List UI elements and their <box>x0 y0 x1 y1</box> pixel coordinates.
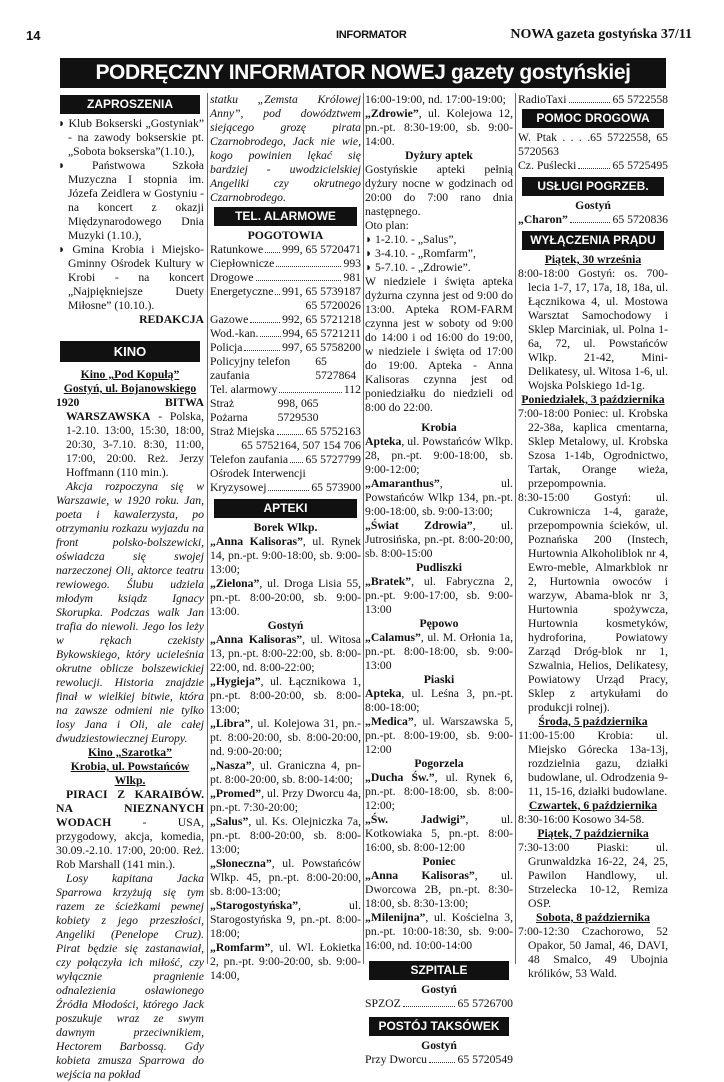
pharmacy-name: „Romfarm” <box>210 941 271 954</box>
dot-leader <box>276 257 341 267</box>
pharmacy-entry <box>210 535 361 577</box>
pharmacy-name: „Bratek” <box>365 575 412 588</box>
section-head-szpitale: SZPITALE <box>369 961 509 980</box>
cinema-address: Gostyń, ul. Bojanowskiego <box>63 382 197 395</box>
pharmacy-entry <box>210 815 361 857</box>
pharmacy-name: „Promed” <box>210 787 262 800</box>
pharmacy-name: „Medica” <box>365 715 414 728</box>
line-label: Energetyczne <box>210 285 274 298</box>
city-head: Gostyń <box>267 619 304 632</box>
pharmacy-entry <box>210 759 361 787</box>
pharmacy-entry <box>365 477 513 519</box>
pharmacy-hours: , ul. Rynek 6, pn.-pt. 8:00-18:00, sb. 8:00-12:00; <box>365 771 513 812</box>
city-head: Piaski <box>423 673 455 686</box>
line-value: 998, 065 5729530 <box>277 397 319 424</box>
dot-leader <box>244 341 280 351</box>
dotted-line: RadioTaxi 65 5722558 <box>518 93 668 106</box>
pharmacy-entry <box>210 577 361 619</box>
pharmacy-name: „Nasza” <box>210 759 252 772</box>
dotted-line <box>210 425 361 439</box>
issue-label: NOWA gazeta gostyńska 37/11 <box>510 27 692 42</box>
list-item: ◗ Gmina Krobia i Miejsko-Gminny Ośrodek Kultury w Krobi - na koncert „Najpiękniejsze Duety Miłosne” (10.10.). <box>58 243 205 312</box>
subsection-head: POGOTOWIA <box>247 229 324 242</box>
page-header <box>18 28 706 46</box>
column-divider <box>515 93 516 964</box>
column-1 <box>56 93 205 1081</box>
line-value: 65 5752164, 507 154 706 <box>241 439 361 452</box>
section-head-zaproszenia: ZAPROSZENIA <box>60 95 200 114</box>
dotted-line: Cz. Puślecki 65 5725495 <box>518 159 668 172</box>
dot-leader <box>279 383 342 393</box>
section-name: INFORMATOR <box>336 29 407 41</box>
dot-leader <box>256 271 342 281</box>
pharmacy-entry <box>210 633 361 675</box>
list-item: ◗ Państwowa Szkoła Muzyczna I stopnia im. Józefa Zeidlera w Gostyniu - na koncert z okazji Międzynarodowego Dnia Muzyki (1.10.), <box>58 159 204 242</box>
pharmacy-entry <box>210 857 361 899</box>
pharmacy-entry <box>210 675 361 717</box>
dotted-line <box>210 327 361 341</box>
line-label: Wod.-kan. <box>210 327 259 340</box>
line-value: 992, 65 5721218 <box>282 313 361 326</box>
alarm-list <box>210 243 361 495</box>
pharmacy-hours: , ul. Fabryczna 2, pn.-pt. 9:00-17:00, sb. 9:00-13:00 <box>365 575 513 616</box>
pharmacy-list <box>365 687 513 757</box>
pharmacy-hours: , ul. Rynek 14, pn.-pt. 9:00-18:00, sb. 9:00-13:00; <box>210 535 361 576</box>
pharmacy-entry <box>365 435 513 477</box>
film-description: Akcja rozpoczyna się w Warszawie, w 1920 roku. Jan, poeta i kawalerzysta, po otrzymaniu rozkazu wyjazdu na front polsko-bolszewicki, oświadcza się swojej narzeczonej Oli, aktorce teatru rewiowego. Ślubu udziela młodym ksiądz Ignacy Skorupka. Podczas walk Jan trafia do niewoli. Jego los leży w rękach czekisty Bykowskiego, który ucieleśnia okrutne oblicze bolszewickiej rewolucji. Historia znajdzie finał w wielkiej bitwie, która na zawsze odmieni nie tylko losy Jana i Oli, ale całej dwudziestowiecznej Europy. <box>56 480 204 745</box>
pharmacy-name: „Ducha Św.” <box>365 771 435 784</box>
line-label: Straż Miejska <box>210 425 275 438</box>
plan-label: Oto plan: <box>365 219 409 232</box>
pharmacy-entry <box>365 519 513 561</box>
outage-day: Piątek, 30 września <box>544 253 642 266</box>
pharmacy-entry <box>365 911 513 953</box>
pharmacy-name: „Anna Kalisoras” <box>365 869 475 882</box>
city-head: Gostyń <box>421 983 457 996</box>
sunday-text: W niedziele i święta apteka dyżurna czynna jest od 9:00 do 13:00. Apteka ROM-FARM czynna jest w soboty od 9:00 do 14:00 i od 16:00 do 19:00, w niedziele i święta od 17:00 do 19:00. Apteka - Anna Kalisoras czynna jest od poniedziałku do niedzieli od 8:00 do 22:00. <box>365 275 513 414</box>
column-divider <box>363 93 364 964</box>
pharmacy-name: „Świat Zdrowia” <box>365 519 473 532</box>
city-head: Pudliszki <box>415 561 463 574</box>
film-entry: 1920 BITWA WARSZAWSKA - Polska, 1-2.10. 13:00, 15:30, 18:00, 20:30, 3-7.10. 8:30, 11:00, 17:00, 20:00. Reż. Jerzy Hoffmann (110 min.). <box>56 396 205 479</box>
pharmacy-name: „Anna Kalisoras” <box>210 535 303 548</box>
pharmacy-name: „Słoneczna” <box>210 857 272 870</box>
city-head: Gostyń <box>421 1039 457 1052</box>
pharmacy-entry <box>210 787 361 815</box>
dotted-line: „Charon” 65 5720836 <box>518 213 668 226</box>
pharmacy-name: Apteka <box>365 435 402 448</box>
line-value: 65 5720026 <box>305 299 361 312</box>
pharmacy-hours: , ul. Leśna 3, pn.-pt. 8:00-18:00; <box>365 687 513 714</box>
outage-day: Piątek, 7 października <box>537 827 649 840</box>
pharmacy-list <box>365 771 513 855</box>
pharmacy-entry: „Zdrowie”, ul. Kolejowa 12, pn.-pt. 8:30-19:00, sb. 9:00-14:00. <box>365 107 513 148</box>
dotted-line <box>210 271 361 285</box>
city-head: Poniec <box>422 855 456 868</box>
pharmacy-hours: , ul. Powstańców Wlkp. 28, pn.-pt. 9:00-18:00, sb. 9:00-12:00; <box>365 435 513 476</box>
pharmacy-hours: , ul. Kolejowa 31, pn.-pt. 8:00-20:00, sb. 8:00-20:00, nd. 9:00-20:00; <box>210 717 361 758</box>
line-label: Straż Pożarna <box>210 397 248 424</box>
dotted-line <box>210 313 361 327</box>
pharmacy-hours: , ul. Powstańców Wlkp. 45, pn.-pt. 8:00-20:00, sb. 8:00-13:00; <box>210 857 361 898</box>
dot-leader <box>275 285 280 295</box>
line-label: Policyjny telefon zaufania <box>210 355 291 382</box>
line-value: 65 5727864 <box>315 355 357 382</box>
outage-day: Środa, 5 października <box>538 715 648 728</box>
outage-entry: 7:30-13:00 Piaski: ul. Grunwaldzka 16-22, 24, 25, Pawilon Handlowy, ul. Strzelecka 10-12, Remiza OSP. <box>518 841 668 910</box>
section-head-drogowa: POMOC DROGOWA <box>522 109 664 128</box>
pharmacy-list <box>365 631 513 673</box>
section-head-alarmowe: TEL. ALARMOWE <box>214 207 357 226</box>
pharmacy-entry <box>365 631 513 673</box>
line-value: 994, 65 5721211 <box>282 327 361 340</box>
dotted-line <box>210 243 361 257</box>
cinema-name: Kino „Pod Kopułą” <box>80 368 180 381</box>
pharmacy-name: „Starogostyńska” <box>210 899 299 912</box>
pharmacy-hours: , ul. Jutrosińska, pn.-pt. 8:00-20:00, sb. 8:00-15:00 <box>365 519 513 560</box>
film-entry: PIRACI Z KARAIBÓW. NA NIEZNANYCH WODACH - USA, przygodowy, akcja, komedia, 30.09.-2.10. 17:00, 20:00. Reż. Rob Marshall (141 min.). <box>56 788 204 871</box>
line-value: 997, 65 5758200 <box>282 341 361 354</box>
service-line: W. Ptak . . . .65 5722558, 65 5720563 <box>518 131 669 158</box>
section-head-taxi: POSTÓJ TAKSÓWEK <box>369 1017 509 1036</box>
pharmacy-name: „Libra” <box>210 717 251 730</box>
outage-entry: 7:00-12:30 Czachorowo, 52 Opakor, 50 Jamal, 46, DAVI, 48 Smalco, 49 Ubojnia królików, 53 Wald. <box>518 925 668 980</box>
pharmacy-entry <box>365 575 513 617</box>
column-divider <box>207 93 208 964</box>
page-number: 14 <box>26 28 41 43</box>
line-label: Tel. alarmowy <box>210 383 278 396</box>
line-value: 999, 65 5720471 <box>282 243 361 256</box>
column-4 <box>518 93 669 980</box>
dotted-line <box>210 285 361 299</box>
line-value: 981 <box>343 271 361 284</box>
film-description: Losy kapitana Jacka Sparrowa krzyżują się tym razem ze ścieżkami pewnej kobiety z jego przeszłości, Angeliki (Penelope Cruz). Pirat będzie się zastanawiał, czy połączyła ich miłość, czy wyłącznie pragnienie odnalezienia osławionego Źródła Młodości, którego Jack poszukuje wraz ze swym dawnym przeciwnikiem, Hectorem Barbossą. Gdy kobieta zmusza Sparrowa do wejścia na pokład <box>56 872 204 1081</box>
outage-day: Poniedziałek, 3 października <box>521 393 665 406</box>
pharmacy-hours: , ul. Graniczna 4, pn-pt. 8:00-20:00, sb. 8:00-14:00; <box>210 759 361 786</box>
outage-day: Sobota, 8 października <box>536 911 650 924</box>
line-value: 65 5727799 <box>305 453 361 466</box>
pharmacy-hours: , ul. Łącznikowa 1, pn.-pt. 8:00-20:00, sb. 8:00-13:00; <box>210 675 361 716</box>
pharmacy-hours: , ul. Kotkowiaka 5, pn.-pt. 8:00-16:00, sb. 8:00-12:00 <box>365 813 513 854</box>
dotted-line <box>210 355 361 383</box>
pharmacy-entry <box>210 899 361 941</box>
section-head-pradu: WYŁĄCZENIA PRĄDU <box>522 231 664 250</box>
hours-cont: 16:00-19:00, nd. 17:00-19:00; <box>365 93 506 106</box>
pharmacy-hours: , ul. Wl. Łokietka 2, pn.-pt. 9:00-20:00, sb. 9:00-14:00, <box>210 941 361 982</box>
pharmacy-name: „Calamus” <box>365 631 421 644</box>
line-label: Ciepłownicze <box>210 257 275 270</box>
column-3 <box>365 93 513 1066</box>
outage-day: Czwartek, 6 października <box>528 799 658 812</box>
city-head: Pępowo <box>419 617 459 630</box>
pharmacy-entry <box>365 715 513 757</box>
pharmacy-entry <box>365 771 513 813</box>
line-value: 993 <box>343 257 361 270</box>
pharmacy-entry <box>210 941 361 983</box>
pharmacy-name: „Św. Jadwigi” <box>365 813 466 826</box>
pharmacy-list <box>365 435 513 561</box>
dotted-line <box>210 257 361 271</box>
subsection-head: Dyżury aptek <box>405 149 473 162</box>
line-label: Telefon zaufania <box>210 453 289 466</box>
outage-entry: 8:00-18:00 Gostyń: os. 700-lecia 1-7, 17, 17a, 18, 18a, ul. Łącznikowa 4, ul. Mostowa Warsztat Samochodowy i Sklep Marciniak, ul. Polna 1-6a, 72, ul. Powstańców Wlkp. 21-42, Mini-Delikatesy, ul. Witosa 1-6, ul. Wojska Polskiego 1d-1g. <box>518 267 668 392</box>
line-label: Ratunkowe <box>210 243 264 256</box>
pharmacy-list <box>210 535 361 619</box>
pharmacy-name: Apteka <box>365 687 402 700</box>
pharmacy-name: „Amaranthus” <box>365 477 440 490</box>
pharmacy-entry <box>365 813 513 855</box>
line-label: Ośrodek Interwencji <box>210 467 306 480</box>
dotted-line <box>210 481 361 495</box>
pharmacy-list <box>210 633 361 983</box>
pharmacy-name: „Milenijna” <box>365 911 426 924</box>
dot-leader <box>250 313 280 323</box>
city-head: Gostyń <box>575 199 611 212</box>
outage-entry: 8:30-15:00 Gostyń: ul. Cukrownicza 1-4, garaże, przepompownia ścieków, ul. Poznańska 200 (Instech, Hurtownia Alkoholiblok nr 4, Ewro-meble, Almarkblok nr 2, Hurtownia owoców i warzyw, Abama-blok nr 3, Hurtownia spożywcza, Hurtownia kosmetyków, hydroforina, Powiatowy Zarząd Dróg-blok nr 1, Szwalnia, Helios, Delikatesy, Powiatowy Urząd Pracy, Sklep z artykułami do produkcji rolnej). <box>518 491 668 714</box>
pharmacy-hours: , ul. Kościelna 3, pn.-pt. 10:00-18:30, sb. 9:00-16:00, nd. 10:00-14:00 <box>365 911 513 952</box>
outage-list <box>518 253 668 981</box>
pharmacy-hours: , ul. Starogostyńska 9, pn.-pt. 8:00-18:00; <box>210 899 361 940</box>
cinema-name: Kino „Szarotka” <box>88 746 172 759</box>
pharmacy-hours: , ul. Powstańców Wlkp 134, pn.-pt. 9:00-18:00, sb. 9:00-13:00; <box>365 477 513 518</box>
pharmacy-hours: , ul. Dworcowa 2B, pn.-pt. 8:30-18:00, sb. 8:30-13:00; <box>365 869 513 910</box>
pharmacy-list <box>365 869 513 953</box>
line-label: Gazowe <box>210 313 249 326</box>
city-head: Borek Wlkp. <box>253 521 318 534</box>
outage-entry: 7:00-18:00 Poniec: ul. Krobska 22-38a, kaplica cmentarna, Sklep Metalowy, ul. Krobska Szosa 1-14b, Ogrodnictwo, Tartak, Orange wieża, przepompownia. <box>518 407 668 490</box>
plan-item: ◗ 1-2.10. - „Salus”, <box>365 233 457 246</box>
line-value: 112 <box>343 383 361 396</box>
line-label: Drogowe <box>210 271 254 284</box>
section-head-pogrzeb: USŁUGI POGRZEB. <box>522 177 664 196</box>
pharmacy-name: „Zielona” <box>210 577 260 590</box>
page-title: PODRĘCZNY INFORMATOR NOWEJ gazety gostyńskiej <box>60 58 666 88</box>
pharmacy-name: „Anna Kalisoras” <box>210 633 303 646</box>
column-2 <box>210 93 361 982</box>
dotted-line <box>210 341 361 355</box>
pharmacy-hours: , ul. Przy Dworcu 4a, pn.-pt. 7:30-20:00; <box>210 787 361 814</box>
dot-leader <box>277 425 304 435</box>
pharmacy-entry <box>210 717 361 759</box>
outage-entry: 8:30-16:00 Kosowo 34-58. <box>518 813 645 826</box>
film-description-cont: statku „Zemsta Królowej Anny”, pod dowództwem siejącego grozę pirata Czarnobrodego, Jack nie wie, kogo powinien lękać się bardziej - uwodzicielskiej Angeliki czy okrutnego Czarnobrodego. <box>210 93 361 204</box>
duty-text: Gostyńskie apteki pełnią dyżury nocne w godzinach od 20:00 do 7:00 rano dnia następnego. <box>365 163 513 218</box>
line-label: Policja <box>210 341 243 354</box>
pharmacy-hours: , ul. Witosa 13, pn.-pt. 8:00-22:00, sb. 8:00-22:00, nd. 8:00-22:00; <box>210 633 361 674</box>
cinema-address: Krobia, ul. Powstańców Wlkp. <box>70 760 190 787</box>
dot-leader <box>268 481 309 491</box>
section-head-kino: KINO <box>60 341 200 362</box>
dotted-line <box>210 397 361 425</box>
line-value: 65 5752163 <box>305 425 361 438</box>
line-value: 65 573900 <box>311 481 361 494</box>
city-head: Krobia <box>421 421 457 434</box>
pharmacy-hours: , ul. Droga Lisia 55, pn.-pt. 8:00-20:00, sb. 9:00-13:00. <box>210 577 361 618</box>
line-label: Kryzysowej <box>210 481 267 494</box>
list-item: ◗ Klub Bokserski „Gostyniak” - na zawody bokserskie pt. „Sobota bokserska”(1.10.), <box>58 117 205 158</box>
section-head-apteki: APTEKI <box>214 499 357 518</box>
dotted-line <box>210 383 361 397</box>
line-value: 991, 65 5739187 <box>282 285 361 298</box>
pharmacy-name: „Salus” <box>210 815 249 828</box>
dotted-line: SPZOZ 65 5726700 <box>365 997 513 1010</box>
pharmacy-hours: , ul. Warszawska 5, pn.-pt. 8:00-19:00, sb. 9:00-12:00 <box>365 715 513 756</box>
pharmacy-hours: , ul. Ks. Olejniczka 7a, pn.-pt. 8:00-20:00, sb. 8:00-13:00; <box>210 815 361 856</box>
pharmacy-entry <box>365 869 513 911</box>
plan-item: ◗ 5-7.10. - „Zdrowie”. <box>365 261 471 274</box>
pharmacy-entry <box>365 687 513 715</box>
pharmacy-list <box>365 575 513 617</box>
pharmacy-hours: , ul. M. Orłonia 1a, pn.-pt. 8:00-18:00, sb. 9:00-13:00 <box>365 631 513 672</box>
city-head: Pogorzela <box>414 757 464 770</box>
pharmacy-name: „Hygieja” <box>210 675 261 688</box>
dotted-line: Przy Dworcu 65 5720549 <box>365 1053 513 1066</box>
outage-entry: 11:00-15:00 Krobia: ul. Miejsko Górecka 13a-13j, rozdzielnia gazu, działki budowlane, ul. Odrodzenia 9-11, 15-16, działki budowlane. <box>518 729 668 798</box>
plan-item: ◗ 3-4.10. - „Romfarm”, <box>365 247 476 260</box>
dot-leader <box>265 243 280 253</box>
signature: REDAKCJA <box>139 313 204 326</box>
dotted-line <box>210 453 361 467</box>
dot-leader <box>260 327 280 337</box>
dot-leader <box>290 453 303 463</box>
